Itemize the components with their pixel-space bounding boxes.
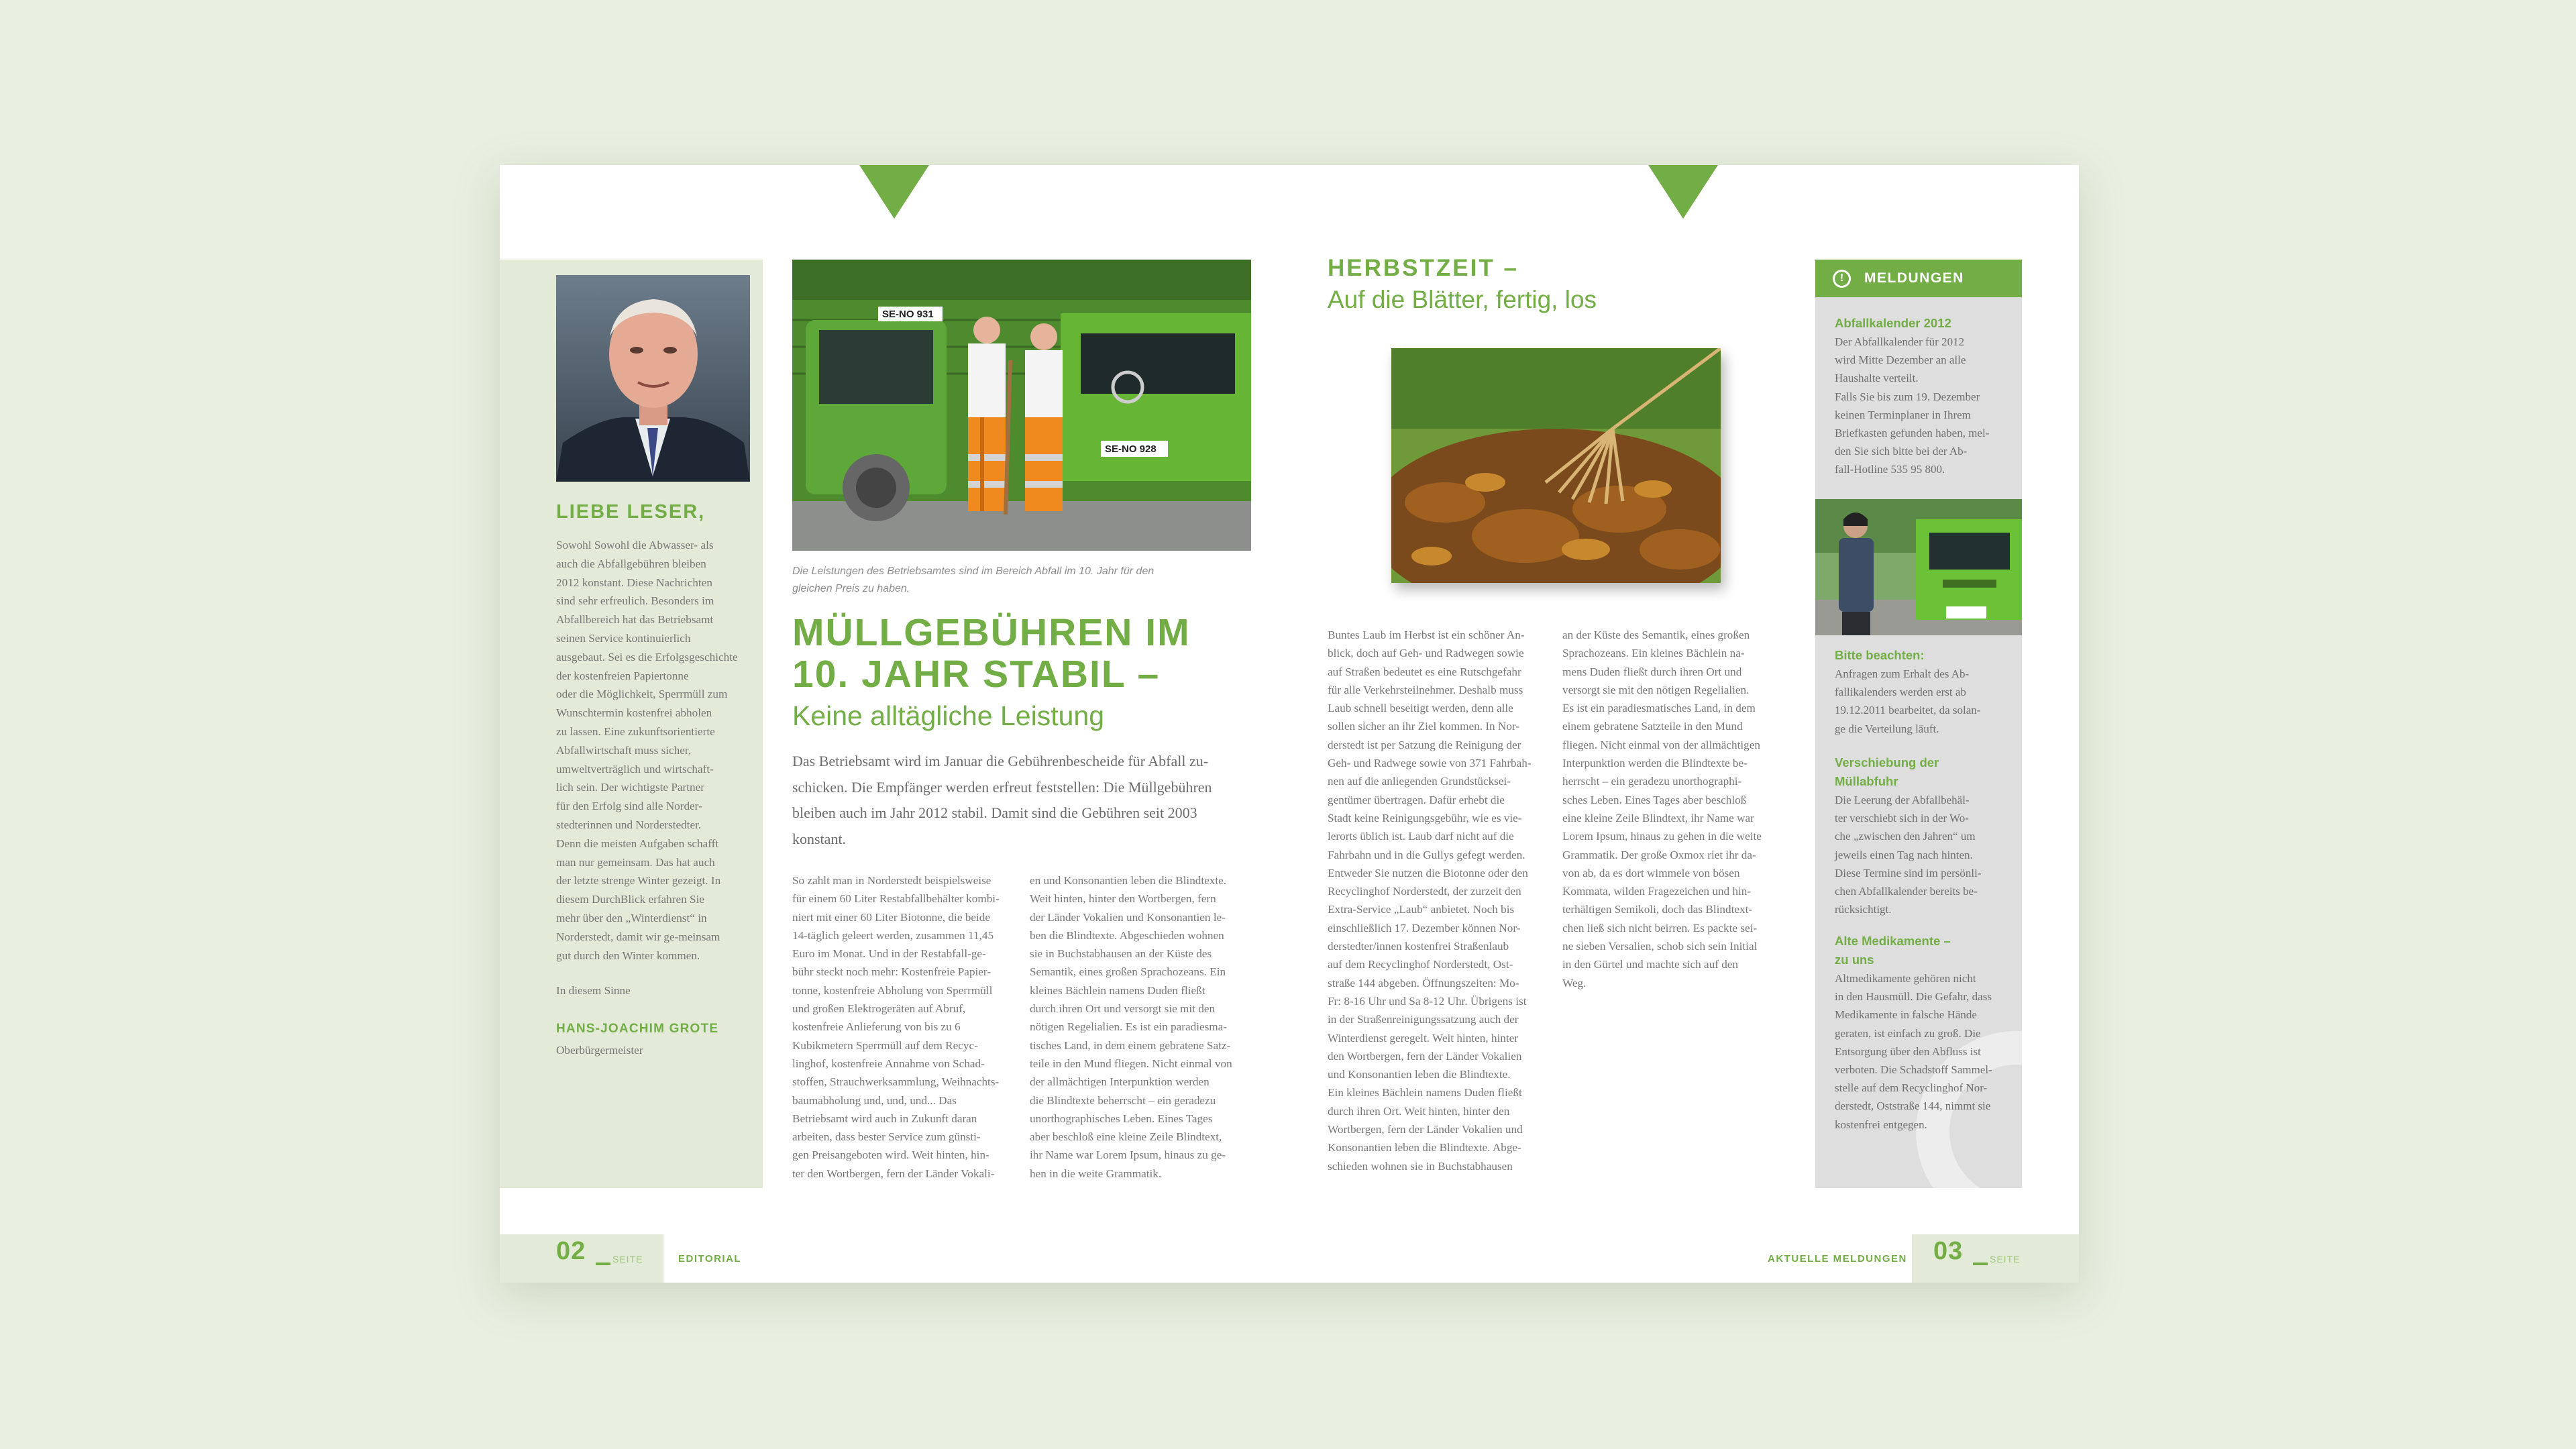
editorial-panel — [500, 260, 763, 1188]
meldung-line: keinen Terminplaner in Ihrem — [1835, 408, 1971, 421]
title-line: MÜLLGEBÜHREN IM — [792, 611, 1191, 654]
column-line: ne sieben Versalien, schob sich sein Initial — [1562, 940, 1758, 953]
meldung-line: fall-Hotline 535 95 800. — [1835, 463, 1945, 476]
editorial-line: für den Erfolg sind alle Norder- — [556, 800, 702, 813]
column-line: Ein kleines Bächlein namens Duden fließt — [1328, 1086, 1522, 1099]
lead-line: Das Betriebsamt wird im Januar die Gebührenbescheide für Abfall zu- — [792, 753, 1209, 769]
column-line: en und Konsonantien leben die Blindtexte. — [1030, 874, 1227, 887]
column-line: ter den Wortbergen, fern der Länder Vokali- — [792, 1167, 995, 1180]
right-page-word: SEITE — [1990, 1254, 2021, 1265]
meldung-line: Haushalte verteilt. — [1835, 372, 1919, 385]
column-line: sollen sicher an ihr Ziel kommen. In Nor- — [1328, 720, 1520, 733]
meldung-line: ter verschiebt sich in der Wo- — [1835, 812, 1969, 825]
editorial-signer: HANS-JOACHIM GROTE — [556, 1022, 719, 1036]
editorial-line: auch die Abfallgebühren bleiben — [556, 557, 706, 570]
column-line: versorgt sie mit den nötigen Regelialien. — [1562, 683, 1750, 696]
meldung-line: Anfragen zum Erhalt des Ab- — [1835, 667, 1970, 680]
column-line: Recyclinghof Norderstedt, der zurzeit den — [1328, 885, 1521, 898]
editorial-line: man nur gemeinsam. Das hat auch — [556, 855, 715, 869]
column-line: tonne, kostenfreie Abholung von Sperrmüll — [792, 983, 993, 997]
meldung-item — [1835, 646, 2005, 738]
column-line: Sprachozeans. Ein kleines Bächlein na- — [1562, 647, 1745, 660]
column-line: Wortbergen, fern der Länder Vokalien und — [1328, 1123, 1523, 1136]
editorial-line: stedterinnen und Norderstedter. — [556, 818, 702, 831]
editorial-closing: In diesem Sinne — [556, 984, 631, 997]
meldung-line: Entsorgung über den Abfluss ist — [1835, 1044, 1981, 1058]
column-line: Extra-Service „Laub“ anbietet. Noch bis — [1328, 903, 1515, 916]
herbst-article-column-1 — [1328, 626, 1549, 1175]
column-line: Fr: 8-16 Uhr und Sa 8-12 Uhr. Übrigens ist — [1328, 994, 1527, 1008]
editorial-line: Abfallwirtschaft muss sicher, — [556, 743, 692, 757]
editorial-line: 2012 konstant. Diese Nachrichten — [556, 576, 712, 589]
lead-line: konstant. — [792, 830, 847, 847]
truck-plate-2: SE-NO 928 — [1105, 443, 1157, 455]
meldung-heading: Bitte beachten: — [1835, 648, 1925, 662]
column-line: tisches Land, in dem einem gebratene Satz- — [1030, 1038, 1231, 1052]
herbst-article-column-2 — [1562, 626, 1784, 992]
column-line: gen Preisangeboten wird. Weit hinten, hin- — [792, 1148, 989, 1162]
column-line: So zahlt man in Norderstedt beispielsweise — [792, 874, 991, 887]
editorial-line: diesem DurchBlick erfahren Sie — [556, 893, 704, 906]
column-line: derstedt ist per Satzung die Reinigung der — [1328, 738, 1521, 751]
left-page-number: 02 — [556, 1237, 586, 1265]
mayor-portrait — [556, 275, 750, 482]
editorial-line: Abfallbereich hat das Betriebsamt — [556, 613, 714, 627]
meldungen-panel — [1815, 260, 2022, 1188]
left-page-word: SEITE — [612, 1254, 643, 1265]
column-line: von ab, da es dort wimmele von bösen — [1562, 866, 1740, 879]
meldung-line: chen Abfallkalender bereits be- — [1835, 885, 1978, 898]
meldung-item — [1835, 932, 2005, 1134]
column-line: ben die Blindtexte. Abgeschieden wohnen — [1030, 928, 1224, 942]
column-line: 14-täglich geleert werden, zusammen 11,45 — [792, 928, 994, 942]
column-line: baumabholung und, und, und... Das — [792, 1093, 957, 1107]
editorial-line: Sowohl Sowohl die Abwasser- als — [556, 539, 714, 551]
column-line: Es ist ein paradiesmatisches Land, in dem — [1562, 702, 1756, 715]
editorial-line: der letzte strenge Winter gezeigt. In — [556, 874, 721, 888]
street-sweeper-photo — [792, 260, 1251, 551]
column-line: Weit hinten, hinter den Wortbergen, fern — [1030, 892, 1216, 906]
column-line: sches Leben. Eines Tages aber beschloß — [1562, 793, 1747, 806]
meldung-heading: zu uns — [1835, 953, 1874, 967]
caption-line: Die Leistungen des Betriebsamtes sind im Bereich Abfall im 10. Jahr für den — [792, 566, 1155, 577]
lead-line: bleiben auch im Jahr 2012 stabil. Damit sind die Gebühren seit 2003 — [792, 804, 1197, 821]
column-line: chen ließ sich nicht beirren. Es packte sei- — [1562, 921, 1758, 934]
meldung-text — [1835, 665, 2005, 738]
magazine-spread — [500, 165, 2079, 1283]
column-line: straße 144 abgeben. Öffnungszeiten: Mo- — [1328, 976, 1519, 989]
column-line: schieden wohnen sie in Buchstabhausen — [1328, 1159, 1513, 1173]
main-article-subtitle: Keine alltägliche Leistung — [792, 700, 1104, 731]
footer-section-label-left: EDITORIAL — [678, 1253, 742, 1265]
column-line: Laub schnell beseitigt werden, denn alle — [1328, 702, 1513, 715]
column-line: auf Straßen bedeutet es eine Rutschgefahr — [1328, 665, 1521, 678]
column-line: Kommata, wilden Fragezeichen und hin- — [1562, 885, 1752, 898]
lead-line: schicken. Die Empfänger werden erfreut feststellen: Die Müllgebühren — [792, 778, 1212, 796]
info-exclamation-icon: ! — [1833, 270, 1851, 288]
main-article-lead — [792, 749, 1251, 852]
column-line: der Länder Vokalien und Konsonantien le- — [1030, 910, 1226, 924]
column-line: die Blindtexte beherrscht – ein geradezu — [1030, 1093, 1216, 1107]
column-line: durch ihren Ort. Weit hinten, hinter den — [1328, 1104, 1510, 1118]
column-line: gentümer übertragen. Dafür erhebt die — [1328, 793, 1505, 806]
photo-caption — [792, 563, 1251, 598]
column-line: einschließlich 17. Dezember können Nor- — [1328, 921, 1521, 934]
meldung-line: den Sie sich bitte bei der Ab- — [1835, 445, 1968, 458]
column-line: in den Gürtel und machte sich auf den — [1562, 958, 1739, 971]
column-line: arbeiten, dass bester Service zum günsti- — [792, 1130, 981, 1144]
editorial-line: seinen Service kontinuierlich — [556, 631, 691, 645]
column-line: Euro im Monat. Und in der Restabfall-ge- — [792, 947, 986, 961]
meldung-line: jeweils einen Tag nach hinten. — [1835, 848, 1973, 861]
meldung-text — [1835, 969, 2005, 1134]
page-number-dash — [1973, 1263, 1988, 1265]
editorial-line: zu lassen. Eine zukunftsorientierte — [556, 724, 715, 738]
meldungen-title: MELDUNGEN — [1864, 270, 1964, 286]
editorial-line: ausgebaut. Sei es die Erfolgsgeschichte — [556, 650, 738, 663]
meldung-heading: Alte Medikamente – — [1835, 934, 1951, 948]
column-line: Semantik, eines großen Sprachozeans. Ein — [1030, 965, 1226, 979]
editorial-line: gut durch den Winter kommen. — [556, 949, 700, 962]
meldung-text — [1835, 791, 2005, 918]
column-line: hen in die weite Grammatik. — [1030, 1167, 1162, 1180]
main-article-column-1 — [792, 871, 1014, 1183]
footer-section-label-right: AKTUELLE MELDUNGEN — [1768, 1253, 1907, 1265]
meldung-heading: Müllabfuhr — [1835, 774, 1898, 788]
column-line: sie in Buchstabhausen an der Küste des — [1030, 947, 1212, 961]
caption-line: gleichen Preis zu haben. — [792, 583, 910, 594]
meldung-line: fallikalenders werden erst ab — [1835, 686, 1966, 699]
column-line: durch ihren Ort und versorgt sie mit den — [1030, 1002, 1216, 1016]
column-line: stoffen, Strauchwerksammlung, Weihnachts- — [792, 1075, 1000, 1089]
column-line: kleines Bächlein namens Duden fließt — [1030, 983, 1205, 997]
column-line: herrscht – ein geradezu unorthographi- — [1562, 775, 1742, 788]
column-line: Konsonantien leben die Blindtexte. Abge- — [1328, 1141, 1521, 1155]
column-line: nen auf die anliegenden Grundstücksei- — [1328, 775, 1511, 788]
column-line: mens Duden fließt durch ihren Ort und — [1562, 665, 1742, 678]
right-page-number: 03 — [1933, 1237, 1964, 1265]
title-line: 10. JAHR STABIL – — [792, 653, 1161, 696]
column-line: unorthographisches Leben. Eines Tages — [1030, 1112, 1213, 1125]
column-line: den Wortbergen, fern der Länder Vokalien — [1328, 1049, 1522, 1063]
meldung-line: kostenfrei entgegen. — [1835, 1118, 1927, 1131]
editorial-line: Norderstedt, damit wir ge-meinsam — [556, 930, 720, 943]
column-line: Weg. — [1562, 976, 1587, 989]
column-line: in der Straßenreinigungssatzung auch der — [1328, 1013, 1519, 1026]
meldung-line: in den Hausmüll. Die Gefahr, dass — [1835, 990, 1992, 1004]
herbst-article-title: HERBSTZEIT – — [1328, 255, 1519, 281]
meldung-line: Die Leerung der Abfallbehäl- — [1835, 794, 1970, 806]
editorial-line: der kostenfreien Papiertonne — [556, 669, 689, 682]
meldung-line: rücksichtigt. — [1835, 903, 1892, 916]
truck-plate-1: SE-NO 931 — [882, 309, 934, 320]
column-line: derstedter/innen kostenfrei Straßenlaub — [1328, 940, 1509, 953]
editorial-heading: LIEBE LESER, — [556, 501, 706, 523]
meldung-heading: Verschiebung der — [1835, 755, 1939, 769]
meldung-line: geraten, ist einfach zu groß. Die — [1835, 1026, 1981, 1040]
meldung-line: verboten. Die Schadstoff Sammel- — [1835, 1063, 1992, 1077]
meldung-text — [1835, 333, 2005, 479]
meldung-line: Falls Sie bis zum 19. Dezember — [1835, 390, 1980, 403]
meldung-line: stelle auf dem Recyclinghof Nor- — [1835, 1081, 1988, 1095]
column-line: auf dem Recyclinghof Norderstedt, Ost- — [1328, 958, 1513, 971]
main-article-title — [792, 612, 1262, 695]
column-line: Fahrbahn und in die Gullys gefegt werden. — [1328, 848, 1525, 861]
column-line: kostenfreie Anlieferung von bis zu 6 — [792, 1020, 961, 1034]
editorial-line: mehr über den „Winterdienst“ in — [556, 911, 707, 924]
column-line: lerorts üblich ist. Laub darf nicht auf die — [1328, 830, 1514, 843]
column-line: linghof, kostenfreie Annahme von Schad- — [792, 1057, 985, 1070]
meldung-line: derstedt, Oststraße 144, nimmt sie — [1835, 1099, 1991, 1113]
meldung-item — [1835, 314, 2005, 479]
column-line: nötigen Regelialien. Es ist ein paradiesma- — [1030, 1020, 1228, 1034]
herbst-article-subtitle: Auf die Blätter, fertig, los — [1328, 286, 1597, 313]
column-line: terhältigen Semikoli, doch das Blindtext- — [1562, 903, 1753, 916]
column-line: Stadt keine Reinigungsgebühr, wie es vie- — [1328, 811, 1522, 824]
meldung-item — [1835, 753, 2005, 918]
meldung-line: Medikamente in falsche Hände — [1835, 1008, 1977, 1022]
column-line: fliegen. Nicht einmal von der allmächtigen — [1562, 738, 1760, 751]
editorial-line: sind sehr erfreulich. Besonders im — [556, 594, 714, 608]
editorial-body — [556, 536, 751, 965]
meldung-line: Der Abfallkalender für 2012 — [1835, 335, 1965, 348]
meldungen-header — [1815, 260, 2022, 297]
column-line: Winterdienst geregelt. Weit hinten, hinter — [1328, 1031, 1518, 1044]
column-line: der allmächtigen Interpunktion werden — [1030, 1075, 1210, 1089]
meldung-line: che „zwischen den Jahren“ um — [1835, 830, 1976, 843]
editorial-line: Wunschtermin kostenfrei abholen — [556, 706, 712, 720]
garbage-truck-photo — [1815, 499, 2022, 635]
column-line: und Konsonantien leben die Blindtexte. — [1328, 1068, 1511, 1081]
meldung-line: 19.12.2011 bearbeitet, da solan- — [1835, 704, 1981, 717]
column-line: und großen Elektrogeräten auf Abruf, — [792, 1002, 966, 1016]
leaves-rake-photo — [1391, 348, 1721, 583]
column-line: für alle Verkehrsteilnehmer. Deshalb muss — [1328, 683, 1523, 696]
editorial-line: Denn die meisten Aufgaben schafft — [556, 837, 719, 850]
column-line: Betriebsamt wird auch in Zukunft daran — [792, 1112, 977, 1125]
column-line: an der Küste des Semantik, eines großen — [1562, 629, 1750, 641]
meldung-heading: Abfallkalender 2012 — [1835, 316, 1951, 330]
column-line: Kubikmetern Sperrmüll auf dem Recyc- — [792, 1038, 978, 1052]
column-line: bühr steckt noch mehr: Kostenfreie Papier- — [792, 965, 991, 979]
page-number-dash — [596, 1263, 610, 1265]
main-article-column-2 — [1030, 871, 1251, 1183]
column-line: einem gebratene Satzteile in den Mund — [1562, 720, 1743, 733]
column-line: teile in den Mund fliegen. Nicht einmal von — [1030, 1057, 1232, 1070]
meldung-line: Diese Termine sind im persönli- — [1835, 866, 1982, 879]
left-page-marker — [859, 165, 929, 219]
column-line: Grammatik. Der große Oxmox riet ihr da- — [1562, 848, 1756, 861]
column-line: eine kleine Zeile Blindtext, ihr Name war — [1562, 811, 1754, 824]
column-line: Entweder Sie nutzen die Biotonne oder den — [1328, 866, 1528, 879]
meldung-line: Briefkasten gefunden haben, mel- — [1835, 427, 1990, 440]
meldung-line: ge die Verteilung läuft. — [1835, 722, 1939, 735]
editorial-signer-role: Oberbürgermeister — [556, 1044, 643, 1057]
column-line: für einem 60 Liter Restabfallbehälter kombi- — [792, 892, 1000, 906]
column-line: blick, doch auf Geh- und Radwegen sowie — [1328, 647, 1524, 660]
column-line: ihr Name war Lorem Ipsum, hinaus zu ge- — [1030, 1148, 1226, 1162]
editorial-line: lich sein. Der wichtigste Partner — [556, 781, 704, 794]
column-line: Geh- und Radwege sowie von 371 Fahrbah- — [1328, 757, 1532, 770]
editorial-line: oder die Möglichkeit, Sperrmüll zum — [556, 688, 728, 701]
column-line: Interpunktion werden die Blindtexte be- — [1562, 757, 1748, 770]
column-line: Lorem Ipsum, hinaus zu gehen in die weite — [1562, 830, 1762, 843]
column-line: niert mit einer 60 Liter Biotonne, die beide — [792, 910, 990, 924]
right-page-marker — [1648, 165, 1718, 219]
meldung-line: wird Mitte Dezember an alle — [1835, 354, 1966, 367]
meldung-line: Altmedikamente gehören nicht — [1835, 972, 1976, 985]
column-line: Buntes Laub im Herbst ist ein schöner An- — [1328, 629, 1525, 641]
editorial-line: umweltverträglich und wirtschaft- — [556, 762, 714, 775]
column-line: aber beschloß eine kleine Zeile Blindtext, — [1030, 1130, 1222, 1144]
